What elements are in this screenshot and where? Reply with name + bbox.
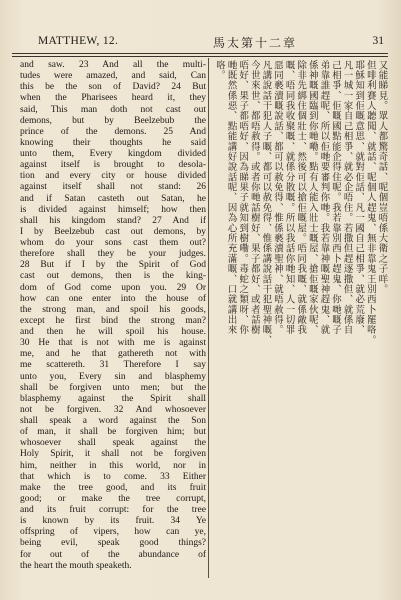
english-line: me scattereth. 31 Therefore I say bbox=[20, 360, 206, 371]
english-line: whosoever shall speak against the bbox=[20, 438, 206, 449]
english-line: Holy Spirit, it shall not be forgiven bbox=[20, 449, 206, 460]
chinese-column: 耶穌知到佢嘅意思、就對佢話、凡一國自己相爭、就必荒廢、 bbox=[353, 60, 365, 336]
english-line: knowing their thoughts he said bbox=[20, 137, 206, 148]
english-line: blasphemy against the Spirit shall bbox=[20, 393, 206, 404]
english-line: cast out demons, then is the king- bbox=[20, 271, 206, 282]
chinese-column: 凡講說話干犯人子嘅、都可以赦免得、惟係講說話干犯聖神嘅、 bbox=[260, 60, 272, 346]
chinese-column: 咯。 bbox=[214, 60, 225, 81]
english-line: tudes were amazed, and said, Can bbox=[20, 71, 206, 82]
english-running-head: MATTHEW, 12. bbox=[38, 35, 119, 47]
chinese-column: 己相爭、佢嘅國點能企得住呢。我若靠別西卜趕鬼、你哋嘅子 bbox=[330, 60, 341, 336]
english-line: and then he will spoil his house. bbox=[20, 327, 206, 337]
chinese-column: 又能睇見。眾人都驚奇話、呢個豈唔係大衛之子咩。 bbox=[376, 60, 388, 295]
chinese-column: 係神嘅國臨到你哋嘞。點有人能入壯士嘅屋、搶佢嘅家伙呢、 bbox=[306, 60, 318, 336]
english-line: dom of God come upon you. 29 Or bbox=[20, 282, 206, 293]
english-line: of man, it shall be forgiven him; but bbox=[20, 427, 206, 438]
english-line: said, This man doth not cast out bbox=[20, 104, 206, 115]
english-line: 30 He that is not with me is against bbox=[20, 338, 206, 349]
chinese-column: 弟靠誰趕呢、所以佢哋要審判你哋。我若靠神嘅聖神趕鬼、就 bbox=[318, 60, 330, 336]
chinese-running-head: 馬太第十二章 bbox=[213, 36, 298, 50]
english-line: when the Pharisees heard it, they bbox=[20, 93, 206, 104]
english-line: the heart the mouth speaketh. bbox=[20, 560, 132, 571]
english-line: tion and every city or house divided bbox=[20, 171, 206, 182]
english-line: prince of the demons. 25 And bbox=[20, 126, 206, 137]
chinese-column: 除非先綁住個壯士、然後可以搶佢嘅屋。唔同我嘅、就係敵我 bbox=[295, 60, 307, 336]
english-line: shall speak a word against the Son bbox=[20, 416, 206, 426]
english-line: whom do your sons cast them out? bbox=[20, 238, 206, 248]
english-line: and its fruit corrupt: for the tree bbox=[20, 505, 206, 515]
chinese-column: 凡一城一家自己相爭、就必企唔住。若撒但趕逐撒但、就係自 bbox=[341, 60, 353, 336]
chinese-column: 嘅、唔同我收聚嘅、就係分散嘅。所以我話你哋知、人一切罪 bbox=[283, 60, 295, 336]
english-line: good; or make the tree corrupt, bbox=[20, 493, 206, 504]
chinese-column: 惡同褻瀆嘅說話、都可以赦免得、惟係褻瀆聖神、就唔赦得。 bbox=[272, 60, 283, 336]
chinese-column: 唔好、果子都唔好、因為睇果子就知到樹嘞。毒蛇之類呀、你 bbox=[237, 60, 249, 336]
english-line: is known by its fruit. 34 Ye bbox=[20, 516, 206, 527]
header-rule bbox=[12, 53, 388, 54]
english-line: is divided against himself; how then bbox=[20, 204, 206, 215]
english-line: this be the son of David? 24 But bbox=[20, 82, 206, 93]
english-line: make the tree good, and its fruit bbox=[20, 482, 206, 493]
page-number: 31 bbox=[372, 35, 384, 47]
english-line: unto them, Every kingdom divided bbox=[20, 149, 206, 159]
english-line: and if Satan casteth out Satan, he bbox=[20, 193, 206, 204]
english-line: that which is to come. 33 Either bbox=[20, 471, 206, 482]
english-line: the strong man, and spoil his goods, bbox=[20, 304, 206, 315]
english-line: against itself is brought to desola- bbox=[20, 160, 206, 171]
english-line: demons, but by Beelzebub the bbox=[20, 115, 206, 126]
english-line: and saw. 23 And all the multi- bbox=[20, 60, 206, 70]
english-text-column bbox=[20, 60, 206, 572]
english-line: being evil, speak good things? bbox=[20, 538, 206, 549]
english-line: me, and he that gathereth not with bbox=[20, 349, 206, 360]
english-line: I by Beelzebub cast out demons, by bbox=[20, 226, 206, 237]
english-line: therefore shall they be your judges. bbox=[20, 249, 206, 260]
english-line: against itself shall not stand: 26 bbox=[20, 182, 206, 193]
header-rule-thin bbox=[12, 56, 388, 57]
english-line: offspring of vipers, how can ye, bbox=[20, 527, 206, 538]
english-line: not be forgiven. 32 And whosoever bbox=[20, 404, 206, 415]
english-line: 28 But if I by the Spirit of God bbox=[20, 260, 206, 271]
english-line: except he first bind the strong man? bbox=[20, 315, 206, 326]
chinese-column: 但啡利賽人聽聞、就話、呢個人趕鬼、無非靠鬼王別西卜罷咯。 bbox=[364, 60, 376, 346]
column-divider bbox=[208, 58, 209, 578]
page-header bbox=[8, 9, 392, 53]
english-line: for out of the abundance of bbox=[20, 549, 206, 560]
english-line: shall his kingdom stand? 27 And if bbox=[20, 215, 206, 226]
english-line: him, neither in this world, nor in bbox=[20, 460, 206, 471]
chinese-column: 哋既然係惡、點能講好說話呢、因為心所充滿嘅、口就講出來 bbox=[225, 60, 237, 336]
english-line: unto you, Every sin and blasphemy bbox=[20, 371, 206, 382]
chinese-text-column bbox=[212, 60, 388, 576]
chinese-column: 今世來世、都唔赦得。或者你哋話樹好、果子都好、或者話樹 bbox=[248, 60, 260, 336]
english-line: shall be forgiven unto men; but the bbox=[20, 382, 206, 393]
english-line: how can one enter into the house of bbox=[20, 293, 206, 304]
